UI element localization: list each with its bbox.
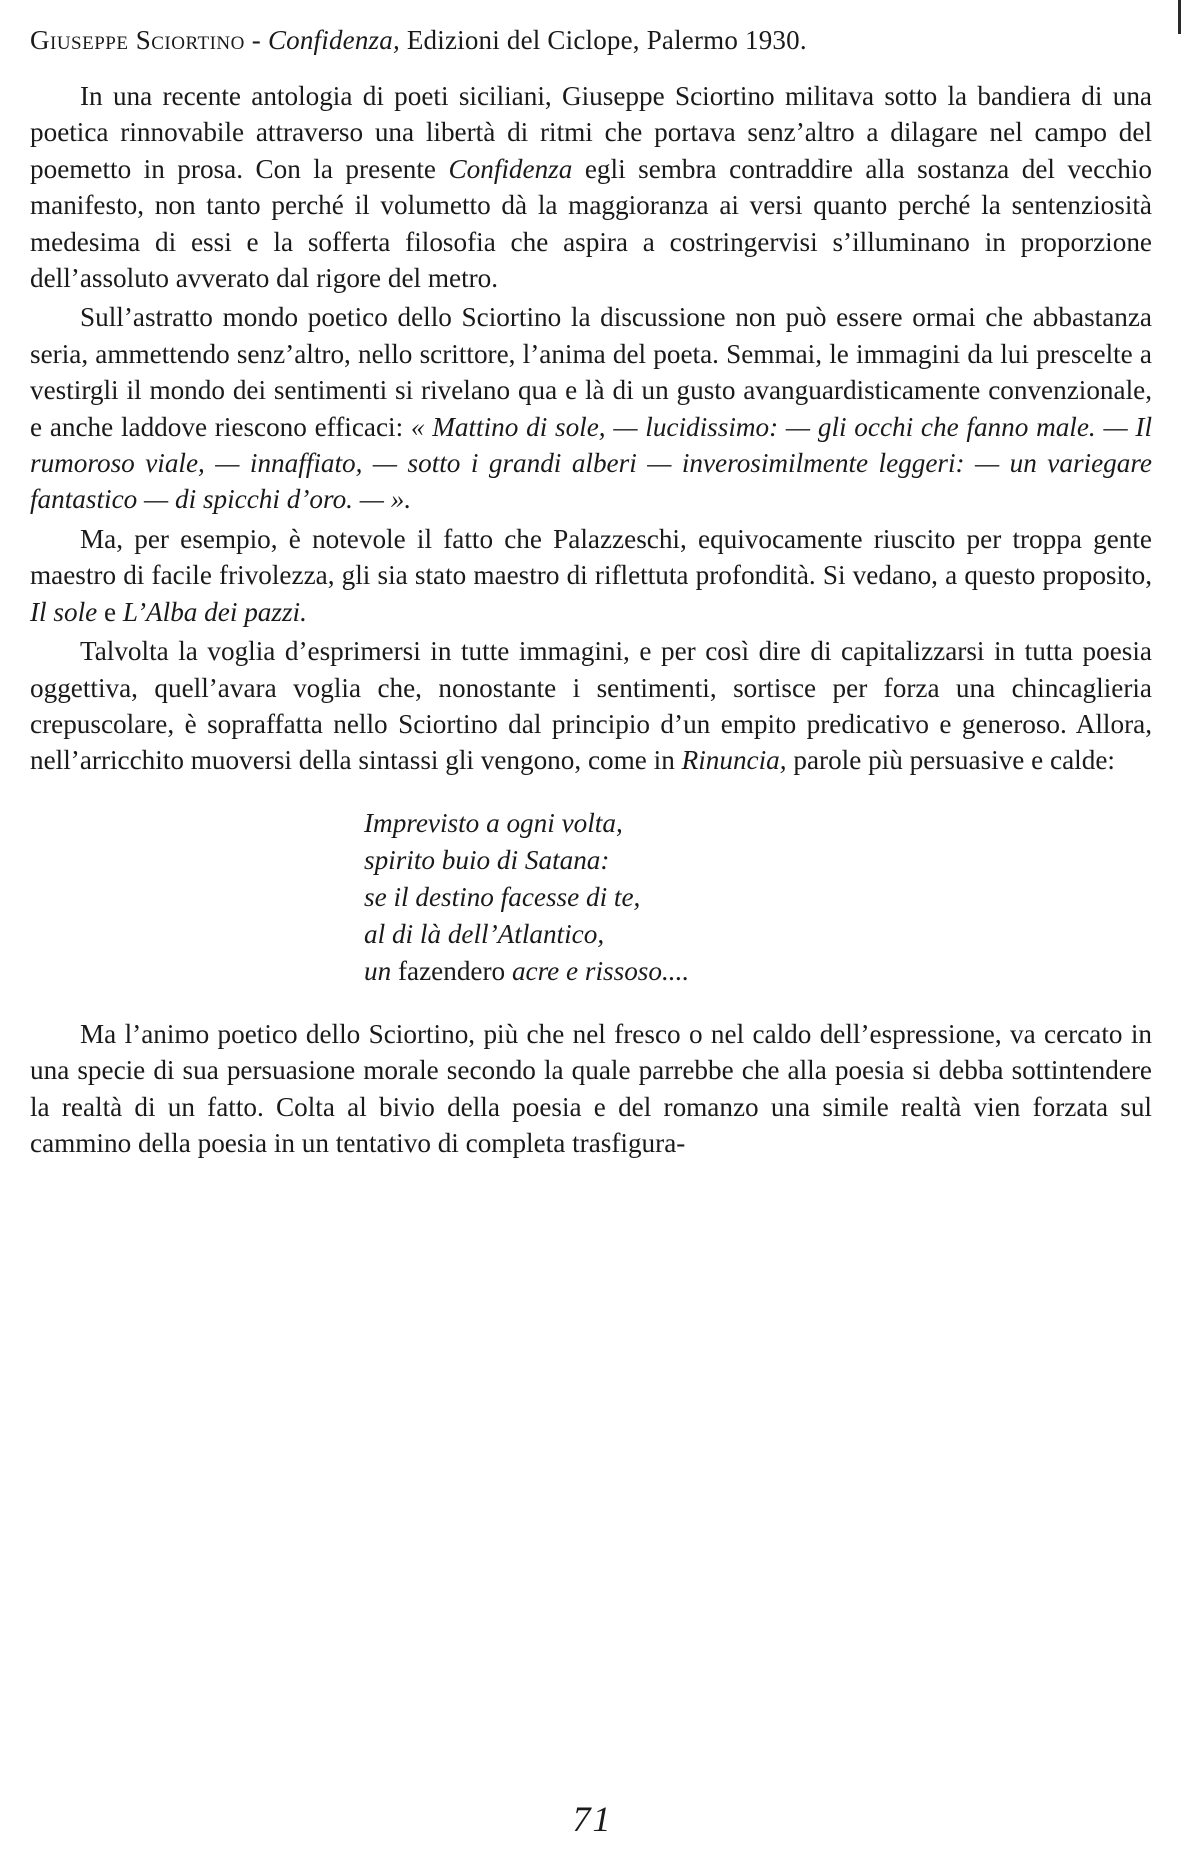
poem-line-1-text: Imprevisto a ogni volta, — [364, 807, 623, 838]
poem-line-1 — [364, 805, 1152, 842]
paragraph-3-text-b: e — [97, 596, 123, 627]
poem-line-2-text: spirito buio di Satana: — [364, 844, 610, 875]
paragraph-2 — [30, 299, 1152, 517]
paragraph-3-text-a: Ma, per esempio, è notevole il fatto che Palazzeschi, equivocamente riuscito per troppa gente maestro di facile frivolezza, gli sia stato maestro di riflettuta profondità. Si vedano, a questo proposito, — [30, 523, 1152, 591]
paragraph-1-text-b: egli sembra contraddire alla sostanza del vecchio manifesto, non tanto perché il volumetto dà la maggioranza ai versi quanto perché la sentenziosità medesima di essi e la sofferta filosofia che aspira a costringervisi s’illuminano in proporzione dell’assoluto avverato dal rigore del metro. — [30, 153, 1152, 294]
paragraph-4-title-ref: Rinuncia, — [681, 745, 787, 776]
paragraph-5 — [30, 1016, 1152, 1162]
margin-mark — [1178, 0, 1181, 34]
paragraph-1 — [30, 78, 1152, 296]
poem-line-5 — [364, 953, 1152, 990]
paragraph-5-text: Ma l’animo poetico dello Sciortino, più che nel fresco o nel caldo dell’espressione, va cercato in una specie di sua persuasione morale secondo la quale parrebbe che alla poesia si debba sottintendere la realtà di un fatto. Colta al bivio della poesia e del romanzo una simile realtà vien forzata sul cammino della poesia in un tentativo di completa trasfigura- — [30, 1018, 1152, 1158]
paragraph-3 — [30, 521, 1152, 630]
poem-line-2 — [364, 842, 1152, 879]
poem-line-3 — [364, 879, 1152, 916]
paragraph-3-title-ref-1: Il sole — [30, 596, 98, 627]
paragraph-4 — [30, 633, 1152, 779]
poem-line-4-text: al di là dell’Atlantico, — [364, 918, 605, 949]
paragraph-3-title-ref-2: L’Alba dei pazzi. — [122, 596, 307, 627]
paragraph-4-text-a: Talvolta la voglia d’esprimersi in tutte immagini, e per così dire di capitalizzarsi in tutta poesia oggettiva, quell’avara voglia che, nonostante i sentimenti, sortisce per forza una chincaglieria crepuscolare, è sopraffatta nello Sciortino dal principio d’un empito predicativo e generoso. Allora, nell’arricchito muoversi della sintassi gli vengono, come in — [30, 636, 1152, 776]
poem-line-3-text: se il destino facesse di te, — [364, 881, 641, 912]
paragraph-4-text-b: parole più persuasive e calde: — [786, 745, 1115, 776]
header-separator: - — [244, 25, 268, 55]
paragraph-1-title-ref: Confidenza — [448, 153, 573, 184]
page-number: 71 — [572, 1799, 613, 1839]
review-body — [30, 78, 1152, 1161]
review-header — [30, 22, 1150, 58]
header-publisher: Edizioni del Ciclope, Palermo 1930. — [399, 25, 807, 55]
paragraph-2-quotation: « Mattino di sole, — lucidissimo: — gli occhi che fanno male. — Il rumoroso viale, — innaffiato, — sotto i grandi alberi — inverosimilmente leggeri: — un variegare fantastico — di spicchi d’oro. — ». — [30, 411, 1153, 515]
header-author: Giuseppe Sciortino — [30, 25, 245, 55]
poem-line-5-text-c: acre e rissoso.... — [511, 955, 690, 986]
paragraph-2-text: Sull’astratto mondo poetico dello Sciortino la discussione non può essere ormai che abbastanza seria, ammettendo senz’altro, nello scrittore, l’anima del poeta. Semmai, le immagini da lui prescelte a vestirgli il mondo dei sentimenti si rivelano qua e là di un gusto avanguardisticamente convenzionale, e anche laddove riescono efficaci: — [30, 302, 1152, 442]
paragraph-1-text-a: In una recente antologia di poeti siciliani, Giuseppe Sciortino militava sotto la bandiera di una poetica rinnovabile attraverso una libertà di ritmi che portava senz’altro a dilagare nel campo del poemetto in prosa. Con la presente — [30, 81, 1152, 184]
poem-line-4 — [364, 916, 1152, 953]
poem-line-5-text-b: fazendero — [391, 955, 512, 986]
poem-quotation — [364, 805, 1152, 990]
header-book-title: Confidenza, — [267, 25, 400, 55]
poem-line-5-text-a: un — [364, 955, 392, 986]
